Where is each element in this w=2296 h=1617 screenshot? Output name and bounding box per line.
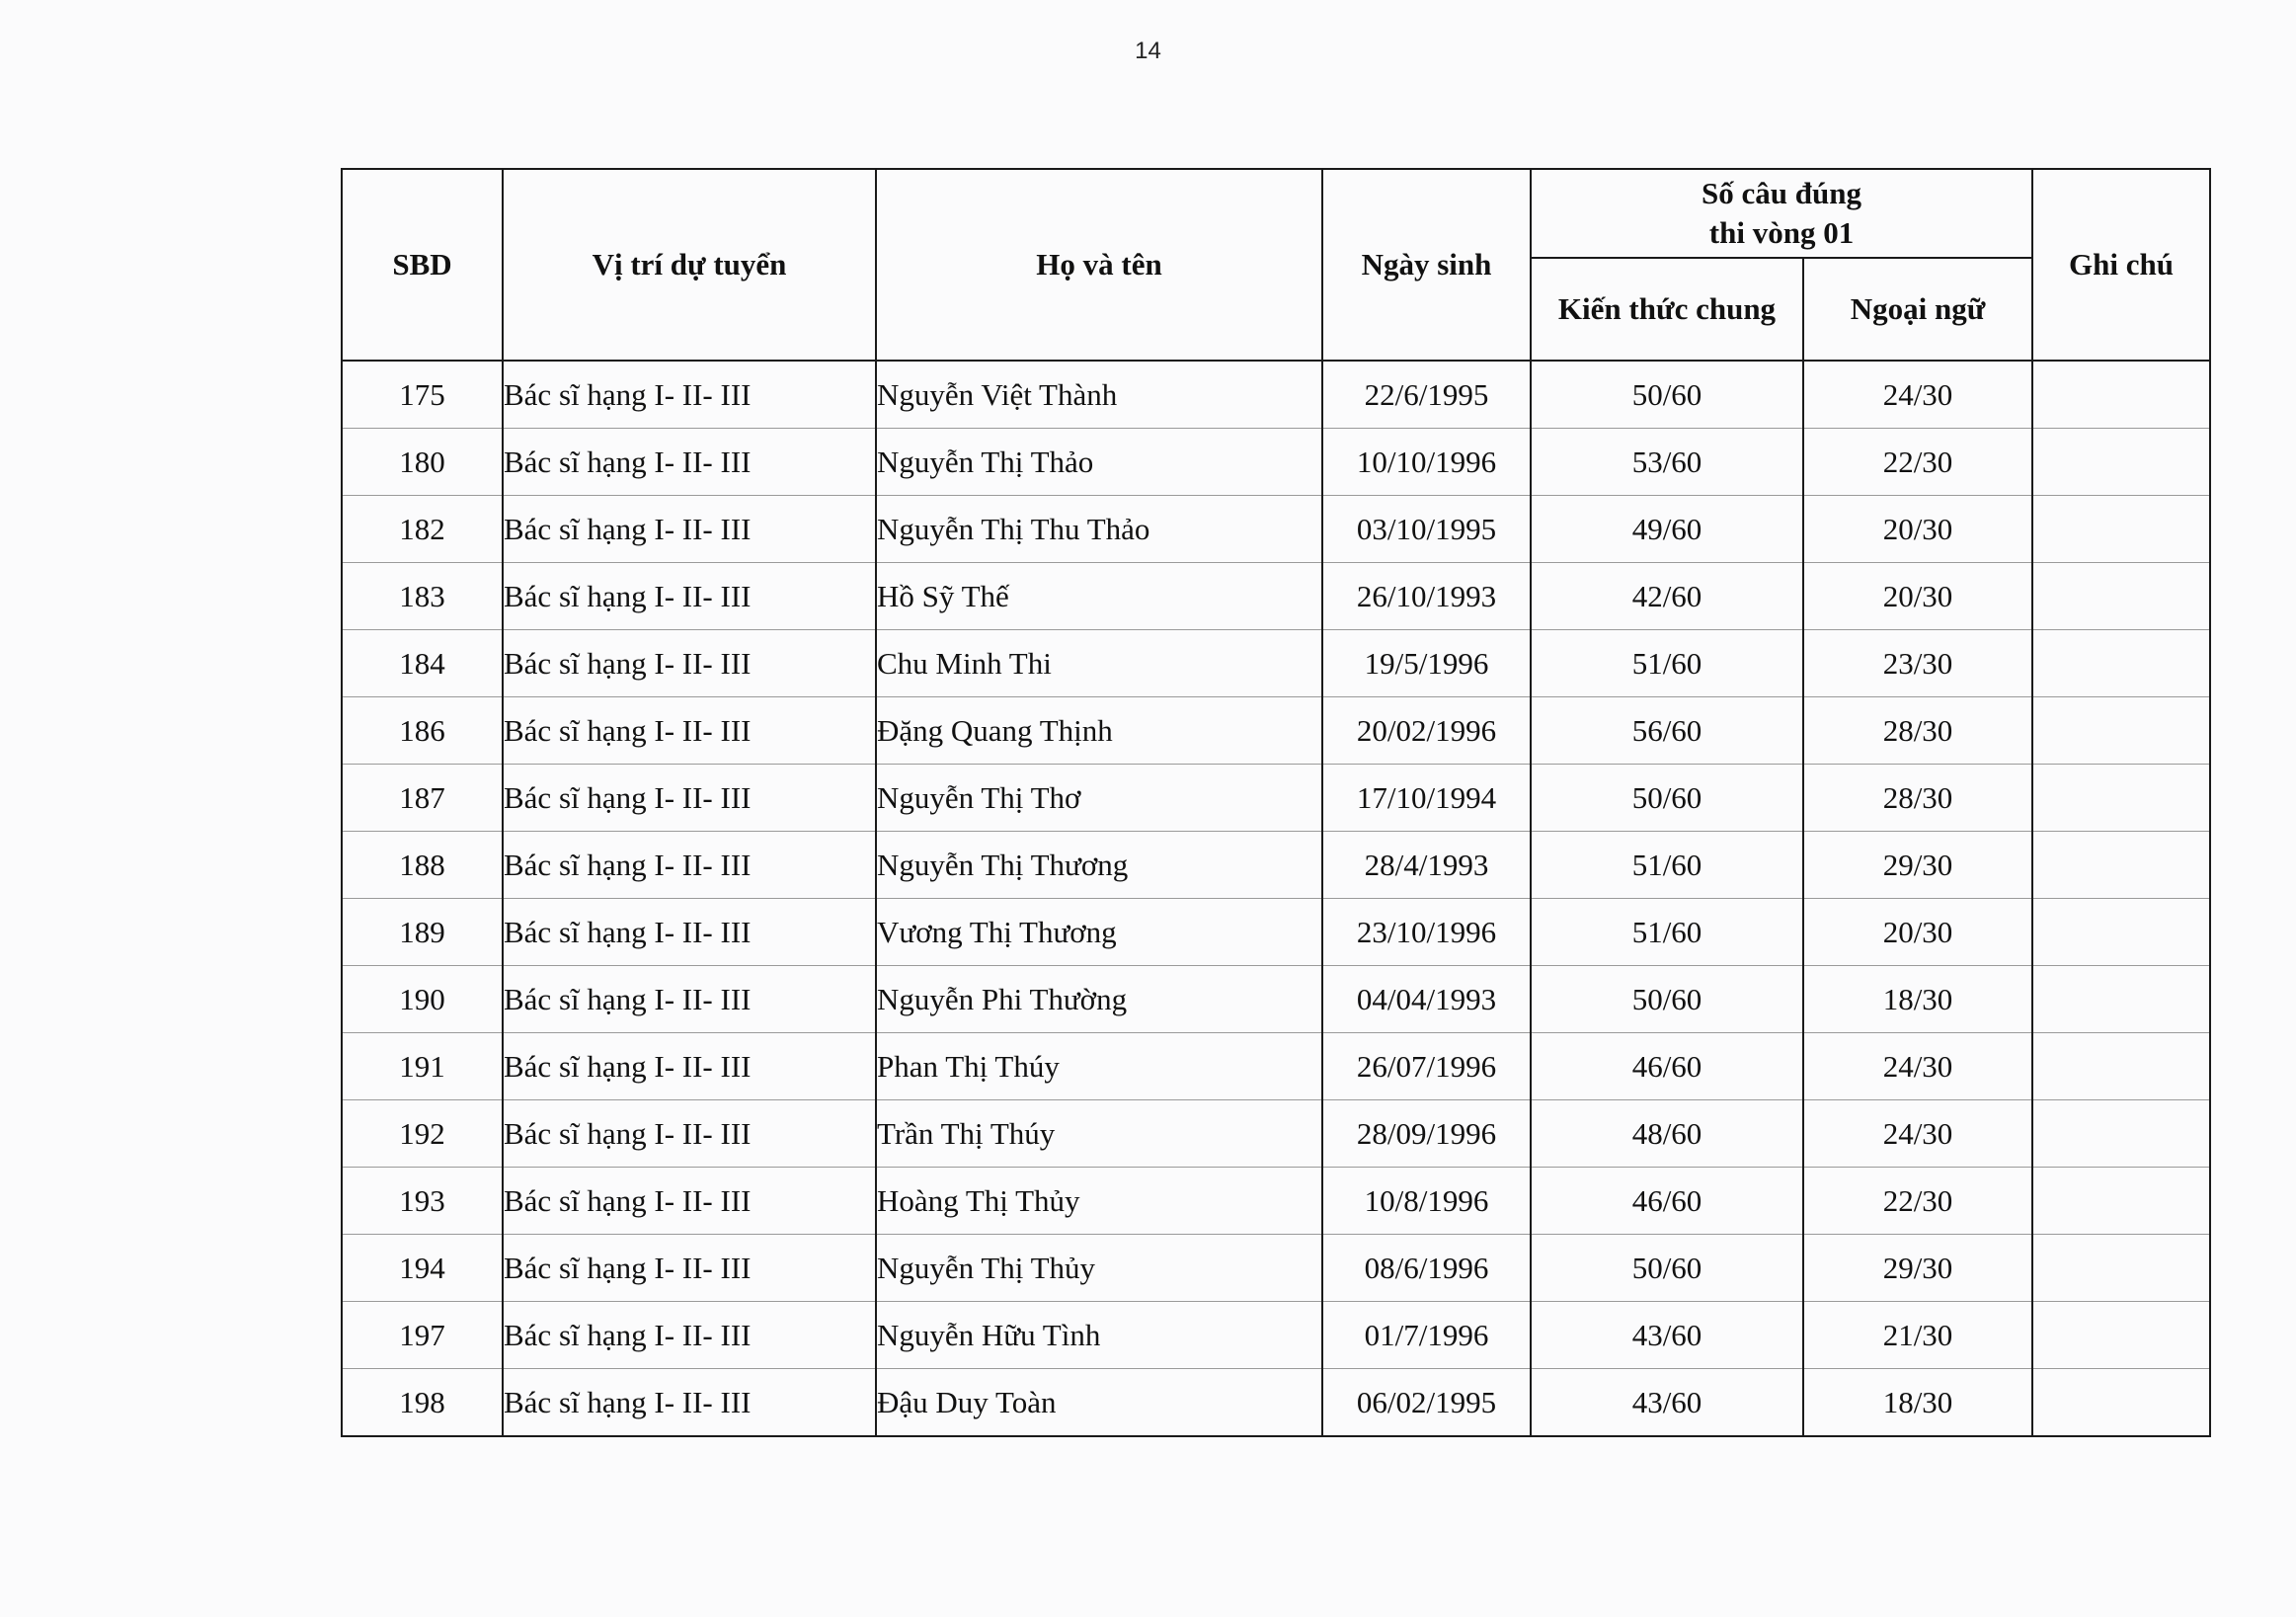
cell-note (2032, 697, 2210, 765)
cell-dob: 28/4/1993 (1322, 832, 1531, 899)
cell-general-knowledge: 50/60 (1531, 361, 1803, 429)
cell-foreign-language: 28/30 (1803, 765, 2032, 832)
table-row (342, 1100, 2210, 1168)
cell-name: Nguyễn Hữu Tình (876, 1302, 1322, 1369)
cell-note (2032, 765, 2210, 832)
cell-sbd: 197 (342, 1302, 503, 1369)
cell-sbd: 182 (342, 496, 503, 563)
cell-note (2032, 1302, 2210, 1369)
table-header (342, 169, 2210, 361)
table-row (342, 966, 2210, 1033)
cell-name: Nguyễn Việt Thành (876, 361, 1322, 429)
cell-note (2032, 429, 2210, 496)
cell-foreign-language: 22/30 (1803, 429, 2032, 496)
cell-general-knowledge: 51/60 (1531, 832, 1803, 899)
cell-note (2032, 1100, 2210, 1168)
cell-foreign-language: 21/30 (1803, 1302, 2032, 1369)
header-position: Vị trí dự tuyển (503, 169, 876, 361)
cell-sbd: 184 (342, 630, 503, 697)
cell-position: Bác sĩ hạng I- II- III (503, 1302, 876, 1369)
cell-general-knowledge: 51/60 (1531, 630, 1803, 697)
cell-position: Bác sĩ hạng I- II- III (503, 361, 876, 429)
cell-dob: 04/04/1993 (1322, 966, 1531, 1033)
cell-foreign-language: 18/30 (1803, 1369, 2032, 1437)
cell-sbd: 189 (342, 899, 503, 966)
cell-name: Trần Thị Thúy (876, 1100, 1322, 1168)
table-body (342, 361, 2210, 1436)
cell-general-knowledge: 50/60 (1531, 966, 1803, 1033)
cell-sbd: 190 (342, 966, 503, 1033)
cell-sbd: 191 (342, 1033, 503, 1100)
cell-foreign-language: 23/30 (1803, 630, 2032, 697)
cell-name: Hồ Sỹ Thế (876, 563, 1322, 630)
cell-general-knowledge: 50/60 (1531, 765, 1803, 832)
cell-name: Đậu Duy Toàn (876, 1369, 1322, 1437)
cell-foreign-language: 29/30 (1803, 1235, 2032, 1302)
table-row (342, 429, 2210, 496)
cell-name: Nguyễn Thị Thương (876, 832, 1322, 899)
cell-position: Bác sĩ hạng I- II- III (503, 1100, 876, 1168)
cell-general-knowledge: 56/60 (1531, 697, 1803, 765)
cell-sbd: 193 (342, 1168, 503, 1235)
table-row (342, 1302, 2210, 1369)
table-row (342, 1369, 2210, 1437)
cell-note (2032, 966, 2210, 1033)
cell-note (2032, 361, 2210, 429)
cell-sbd: 180 (342, 429, 503, 496)
cell-note (2032, 1235, 2210, 1302)
table-row (342, 361, 2210, 429)
header-foreign-language: Ngoại ngữ (1803, 258, 2032, 361)
cell-foreign-language: 24/30 (1803, 361, 2032, 429)
cell-name: Chu Minh Thi (876, 630, 1322, 697)
cell-sbd: 198 (342, 1369, 503, 1437)
cell-foreign-language: 20/30 (1803, 899, 2032, 966)
cell-dob: 23/10/1996 (1322, 899, 1531, 966)
header-note: Ghi chú (2032, 169, 2210, 361)
cell-sbd: 183 (342, 563, 503, 630)
cell-note (2032, 1033, 2210, 1100)
cell-general-knowledge: 49/60 (1531, 496, 1803, 563)
cell-dob: 08/6/1996 (1322, 1235, 1531, 1302)
header-general-knowledge: Kiến thức chung (1531, 258, 1803, 361)
cell-general-knowledge: 42/60 (1531, 563, 1803, 630)
cell-name: Phan Thị Thúy (876, 1033, 1322, 1100)
results-table (341, 168, 2211, 1437)
table-row (342, 1033, 2210, 1100)
cell-foreign-language: 24/30 (1803, 1033, 2032, 1100)
cell-position: Bác sĩ hạng I- II- III (503, 697, 876, 765)
cell-foreign-language: 20/30 (1803, 496, 2032, 563)
cell-foreign-language: 22/30 (1803, 1168, 2032, 1235)
header-name: Họ và tên (876, 169, 1322, 361)
cell-note (2032, 496, 2210, 563)
table-row (342, 832, 2210, 899)
cell-foreign-language: 20/30 (1803, 563, 2032, 630)
cell-dob: 03/10/1995 (1322, 496, 1531, 563)
cell-position: Bác sĩ hạng I- II- III (503, 899, 876, 966)
cell-dob: 28/09/1996 (1322, 1100, 1531, 1168)
cell-dob: 10/10/1996 (1322, 429, 1531, 496)
cell-foreign-language: 29/30 (1803, 832, 2032, 899)
table-row (342, 630, 2210, 697)
cell-position: Bác sĩ hạng I- II- III (503, 496, 876, 563)
cell-general-knowledge: 46/60 (1531, 1168, 1803, 1235)
cell-general-knowledge: 46/60 (1531, 1033, 1803, 1100)
table-row (342, 697, 2210, 765)
cell-dob: 20/02/1996 (1322, 697, 1531, 765)
cell-general-knowledge: 50/60 (1531, 1235, 1803, 1302)
cell-position: Bác sĩ hạng I- II- III (503, 429, 876, 496)
cell-dob: 10/8/1996 (1322, 1168, 1531, 1235)
cell-name: Vương Thị Thương (876, 899, 1322, 966)
cell-general-knowledge: 48/60 (1531, 1100, 1803, 1168)
cell-name: Đặng Quang Thịnh (876, 697, 1322, 765)
cell-note (2032, 630, 2210, 697)
cell-foreign-language: 24/30 (1803, 1100, 2032, 1168)
cell-foreign-language: 18/30 (1803, 966, 2032, 1033)
cell-note (2032, 1369, 2210, 1437)
cell-sbd: 192 (342, 1100, 503, 1168)
table-row (342, 496, 2210, 563)
header-dob: Ngày sinh (1322, 169, 1531, 361)
table-row (342, 899, 2210, 966)
cell-dob: 06/02/1995 (1322, 1369, 1531, 1437)
cell-dob: 01/7/1996 (1322, 1302, 1531, 1369)
cell-position: Bác sĩ hạng I- II- III (503, 765, 876, 832)
cell-position: Bác sĩ hạng I- II- III (503, 1235, 876, 1302)
cell-dob: 26/07/1996 (1322, 1033, 1531, 1100)
cell-dob: 19/5/1996 (1322, 630, 1531, 697)
page-number: 14 (1135, 38, 1161, 64)
cell-position: Bác sĩ hạng I- II- III (503, 1369, 876, 1437)
cell-general-knowledge: 51/60 (1531, 899, 1803, 966)
cell-name: Nguyễn Phi Thường (876, 966, 1322, 1033)
cell-general-knowledge: 53/60 (1531, 429, 1803, 496)
cell-sbd: 187 (342, 765, 503, 832)
cell-sbd: 194 (342, 1235, 503, 1302)
cell-dob: 17/10/1994 (1322, 765, 1531, 832)
cell-name: Hoàng Thị Thủy (876, 1168, 1322, 1235)
cell-name: Nguyễn Thị Thảo (876, 429, 1322, 496)
cell-foreign-language: 28/30 (1803, 697, 2032, 765)
header-correct-answers-group: Số câu đúng thi vòng 01 (1531, 169, 2032, 258)
cell-note (2032, 563, 2210, 630)
cell-name: Nguyễn Thị Thơ (876, 765, 1322, 832)
table-row (342, 765, 2210, 832)
cell-sbd: 188 (342, 832, 503, 899)
cell-position: Bác sĩ hạng I- II- III (503, 832, 876, 899)
cell-general-knowledge: 43/60 (1531, 1302, 1803, 1369)
cell-note (2032, 899, 2210, 966)
table-row (342, 1168, 2210, 1235)
cell-note (2032, 832, 2210, 899)
cell-sbd: 175 (342, 361, 503, 429)
table-row (342, 1235, 2210, 1302)
cell-position: Bác sĩ hạng I- II- III (503, 630, 876, 697)
table-row (342, 563, 2210, 630)
cell-position: Bác sĩ hạng I- II- III (503, 966, 876, 1033)
cell-position: Bác sĩ hạng I- II- III (503, 563, 876, 630)
cell-name: Nguyễn Thị Thủy (876, 1235, 1322, 1302)
cell-dob: 26/10/1993 (1322, 563, 1531, 630)
cell-position: Bác sĩ hạng I- II- III (503, 1033, 876, 1100)
cell-sbd: 186 (342, 697, 503, 765)
cell-general-knowledge: 43/60 (1531, 1369, 1803, 1437)
cell-dob: 22/6/1995 (1322, 361, 1531, 429)
cell-note (2032, 1168, 2210, 1235)
cell-name: Nguyễn Thị Thu Thảo (876, 496, 1322, 563)
header-sbd: SBD (342, 169, 503, 361)
cell-position: Bác sĩ hạng I- II- III (503, 1168, 876, 1235)
